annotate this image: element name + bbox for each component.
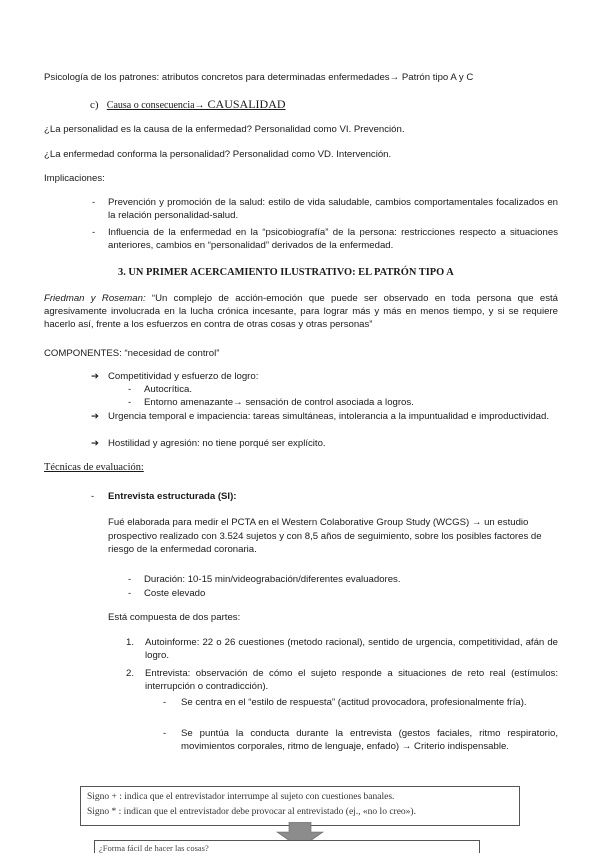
dash-bullet: - xyxy=(91,491,95,502)
quote-author: Friedman y Roseman: xyxy=(44,293,146,304)
implicaciones-label: Implicaciones: xyxy=(44,173,105,184)
section-c-number: c) xyxy=(90,99,99,111)
dash-bullet: - xyxy=(128,397,132,408)
list-number: 1. xyxy=(126,637,135,648)
entrevista-detail: Coste elevado xyxy=(144,588,206,599)
component-item: Competitividad y esfuerzo de logro: xyxy=(108,371,259,382)
arrow-bullet-icon: ➔ xyxy=(91,438,100,449)
component-item: Hostilidad y agresión: no tiene porqué ser explícito. xyxy=(108,438,326,449)
patrones-line: Psicología de los patrones: atributos concretos para determinadas enfermedades→ Patrón tipo A y C xyxy=(44,72,474,83)
arrow-bullet-icon: ➔ xyxy=(91,411,100,422)
tecnicas-heading: Técnicas de evaluación: xyxy=(44,462,144,473)
dash-bullet: - xyxy=(92,197,96,208)
parte-item: Autoinforme: 22 o 26 cuestiones (metodo racional), sentido de urgencia, competitividad, afán de logro. xyxy=(145,637,558,661)
parte-subitem: Se centra en el “estilo de respuesta” (actitud provocadora, profesionalmente fría). xyxy=(181,697,527,708)
section-c-title-small: Causa o consecuencia→ xyxy=(106,100,205,111)
implication-item: Influencia de la enfermedad en la “psicobiografía” de la persona: restricciones respecto a situaciones anteriores, cambios en “personalidad” derivados de la enfermedad. xyxy=(108,227,558,251)
partes-intro: Está compuesta de dos partes: xyxy=(108,612,241,623)
entrevista-detail: Duración: 10-15 min/videograbación/diferentes evaluadores. xyxy=(144,574,401,585)
signo-plus-line: Signo + : indica que el entrevistador interrumpe al sujeto con cuestiones banales. xyxy=(87,792,395,802)
signo-star-line: Signo * : indican que el entrevistador debe provocar al entrevistado (ej., «no lo creo»). xyxy=(87,807,416,817)
bottom-question-box xyxy=(94,840,480,853)
arrow-bullet-icon: ➔ xyxy=(91,371,100,382)
question-2: ¿La enfermedad conforma la personalidad? Personalidad como VD. Intervención. xyxy=(44,149,392,160)
friedman-quote xyxy=(44,292,558,331)
question-1: ¿La personalidad es la causa de la enfermedad? Personalidad como VI. Prevención. xyxy=(44,124,405,135)
section-c-title xyxy=(107,99,286,111)
entrevista-description: Fué elaborada para medir el PCTA en el Western Colaborative Group Study (WCGS) → un estudio prospectivo realizado con 3.524 sujetos y con 8,5 años de seguimiento, sobre los posibles factores de riesgo de la enfermedad coronaria. xyxy=(108,517,542,556)
bottom-question: ¿Forma fácil de hacer las cosas? xyxy=(99,843,209,853)
dash-bullet: - xyxy=(128,574,132,585)
dash-bullet: - xyxy=(92,227,96,238)
component-subitem: Autocrítica. xyxy=(144,384,192,395)
dash-bullet: - xyxy=(163,697,167,708)
section-3-heading: 3. UN PRIMER ACERCAMIENTO ILUSTRATIVO: EL PATRÓN TIPO A xyxy=(118,267,454,278)
dash-bullet: - xyxy=(128,588,132,599)
parte-item: Entrevista: observación de cómo el sujeto responde a situaciones de reto real (estímulos: interrupción o contradicción). xyxy=(145,668,558,692)
section-c-title-big: CAUSALIDAD xyxy=(204,97,286,111)
dash-bullet: - xyxy=(128,384,132,395)
componentes-label: COMPONENTES: “necesidad de control” xyxy=(44,348,220,359)
implication-item: Prevención y promoción de la salud: estilo de vida saludable, cambios comportamentales focalizados en la relación personalidad-salud. xyxy=(108,197,558,221)
component-item: Urgencia temporal e impaciencia: tareas simultáneas, intolerancia a la impuntualidad e improductividad. xyxy=(108,411,550,422)
parte-subitem: Se puntúa la conducta durante la entrevista (gestos faciales, ritmo respiratorio, movimientos corporales, ritmo de lenguaje, enfado) → Criterio indispensable. xyxy=(181,728,558,752)
component-subitem: Entorno amenazante→ sensación de control asociada a logros. xyxy=(144,397,414,408)
section-c-heading xyxy=(90,97,286,112)
quote-text: “Un complejo de acción-emoción que puede ser observado en toda persona que está agresivamente involucrada en la lucha crónica incesante, para lograr más y más en menos tiempo, y si se requiere hacerlo así, frente a los esfuerzos en contra de otras cosas y otras personas” xyxy=(44,293,558,330)
signos-box xyxy=(80,786,520,826)
list-number: 2. xyxy=(126,668,135,679)
dash-bullet: - xyxy=(163,728,167,739)
entrevista-title: Entrevista estructurada (SI): xyxy=(108,491,237,502)
